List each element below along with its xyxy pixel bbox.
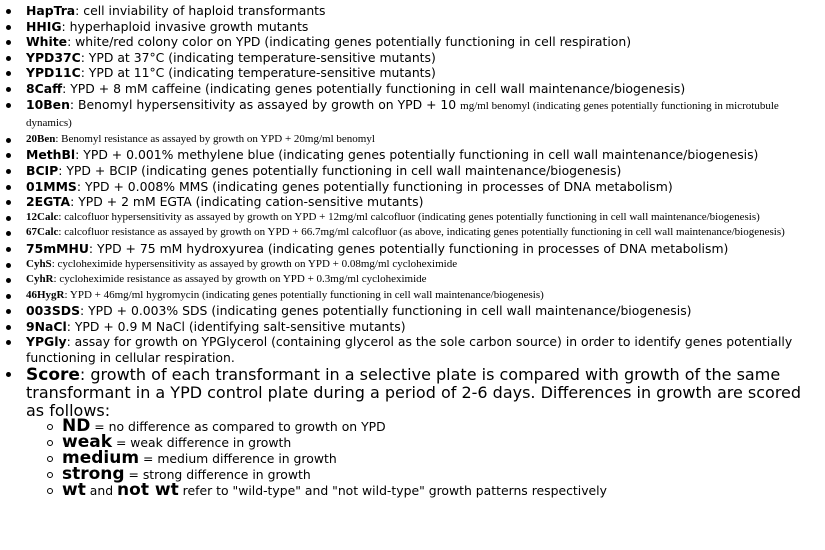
term-description: : YPD + 0.9 M NaCl (identifying salt-sensitive mutants) [66, 318, 406, 334]
term-label: 9NaCl [26, 318, 67, 334]
list-item-67calc [26, 225, 822, 241]
term-description: : YPD at 37°C (indicating temperature-sensitive mutants) [80, 49, 436, 65]
list-item-8caff [26, 81, 822, 97]
term-description: : YPD + 8 mM caffeine (indicating genes potentially functioning in cell wall maintenance/biogenesis) [62, 80, 686, 96]
list-item-cyhr [26, 272, 822, 288]
list-item-white [26, 34, 822, 50]
list-item-2egta [26, 194, 822, 210]
list-item-20ben [26, 132, 822, 148]
term-description: : cell inviability of haploid transformants [75, 3, 326, 18]
level-label: strong [62, 463, 125, 484]
term-description: : YPD + 2 mM EGTA (indicating cation-sensitive mutants) [70, 194, 424, 210]
term-label: White [26, 34, 68, 50]
term-description: : hyperhaploid invasive growth mutants [61, 18, 309, 34]
wt-connector: and [85, 482, 118, 498]
term-description: : YPD + 75 mM hydroxyurea (indicating genes potentially functioning in processes of DNA metabolism) [88, 240, 729, 256]
list-item-ypd11c [26, 65, 822, 81]
term-label: YPGly [26, 334, 67, 350]
list-item-01mms [26, 179, 822, 195]
level-description: = medium difference in growth [139, 451, 337, 467]
term-description: : assay for growth on YPGlycerol (containing glycerol as the sole carbon source) in order to identify genes potentially functioning in cellular respiration. [26, 334, 793, 366]
list-item-9nacl [26, 319, 822, 335]
list-item-cyhs [26, 257, 822, 273]
term-label: CyhS [26, 257, 52, 270]
term-label: MethBl [26, 147, 76, 163]
term-label: 75mMHU [26, 240, 89, 256]
list-item-ypd37c [26, 50, 822, 66]
list-item-ypgly [26, 334, 822, 365]
not-wt-label: not wt [117, 479, 179, 500]
level-description: = no difference as compared to growth on YPD [90, 419, 386, 435]
wt-label: wt [62, 479, 86, 500]
term-label: 10Ben [26, 96, 70, 112]
term-description: : growth of each transformant in a selective plate is compared with growth of the same transformant in a YPD control plate during a period of 2-6 days. Differences in growth are scored as follows: [26, 364, 802, 420]
term-label: 12Calc [26, 210, 59, 223]
term-label: 01MMS [26, 178, 77, 194]
term-label: YPD37C [26, 49, 81, 65]
term-label: 20Ben [26, 132, 56, 145]
term-description: : cycloheximide resistance as assayed by growth on YPD + 0.3mg/ml cycloheximide [53, 273, 427, 286]
list-item-003sds [26, 303, 822, 319]
term-description: : YPD + 0.001% methylene blue (indicating genes potentially functioning in cell wall maintenance/biogenesis) [75, 147, 759, 163]
list-item-75mmhu [26, 241, 822, 257]
term-label: CyhR [26, 273, 54, 286]
level-description: = weak difference in growth [112, 435, 292, 451]
term-description: : white/red colony color on YPD (indicating genes potentially functioning in cell respiration) [67, 34, 632, 50]
term-label: HHIG [26, 18, 62, 34]
term-description: : YPD + BCIP (indicating genes potentially functioning in cell wall maintenance/biogenesis) [58, 162, 622, 178]
term-label: 46HygR [26, 288, 65, 301]
term-label: 67Calc [26, 226, 59, 239]
term-label: 2EGTA [26, 194, 71, 210]
score-wt-note [62, 479, 822, 500]
term-label: HapTra [26, 3, 76, 18]
term-description: : YPD at 11°C (indicating temperature-sensitive mutants) [80, 65, 436, 81]
term-description: : YPD + 46mg/ml hygromycin (indicating genes potentially functioning in cell wall maintenance/biogenesis) [64, 288, 544, 301]
term-label: Score [26, 364, 80, 385]
list-item-hhig [26, 19, 822, 35]
term-description: : calcofluor hypersensitivity as assayed by growth on YPD + 12mg/ml calcofluor (indicating genes potentially functioning in cell wall maintenance/biogenesis) [58, 210, 760, 223]
list-item-46hygr [26, 288, 822, 304]
term-description: : Benomyl resistance as assayed by growth on YPD + 20mg/ml benomyl [55, 132, 375, 145]
wt-description: refer to "wild-type" and "not wild-type" growth patterns respectively [178, 482, 607, 498]
list-item-12calc [26, 210, 822, 226]
level-label: weak [62, 432, 113, 453]
score-level-weak [62, 432, 822, 453]
score-levels-list [26, 416, 822, 500]
term-label: 8Caff [26, 80, 63, 96]
term-description: : YPD + 0.003% SDS (indicating genes potentially functioning in cell wall maintenance/biogenesis) [80, 303, 692, 319]
level-description: = strong difference in growth [124, 466, 311, 482]
list-item-haptra [26, 3, 822, 19]
list-item-methbl [26, 147, 822, 163]
term-label: 003SDS [26, 303, 80, 319]
term-description: : cycloheximide hypersensitivity as assayed by growth on YPD + 0.08mg/ml cycloheximide [51, 257, 458, 270]
term-description: : YPD + 0.008% MMS (indicating genes potentially functioning in processes of DNA metabolism) [76, 178, 673, 194]
term-description: : Benomyl hypersensitivity as assayed by growth on YPD + 10 [69, 96, 461, 112]
score-level-medium [62, 448, 822, 469]
list-item-bcip [26, 163, 822, 179]
list-item-score [26, 366, 822, 499]
level-label: ND [62, 416, 91, 437]
term-label: YPD11C [26, 65, 81, 81]
level-label: medium [62, 448, 140, 469]
term-description-tail: mg/ml benomyl (indicating genes potentially functioning in microtubule dynamics) [26, 99, 779, 130]
term-description: : calcofluor resistance as assayed by growth on YPD + 66.7mg/ml calcofluor (as above, indicating genes potentially functioning in cell wall maintenance/biogenesis) [58, 226, 785, 239]
term-label: BCIP [26, 162, 59, 178]
list-item-10ben [26, 97, 822, 132]
score-level-nd [62, 416, 822, 437]
